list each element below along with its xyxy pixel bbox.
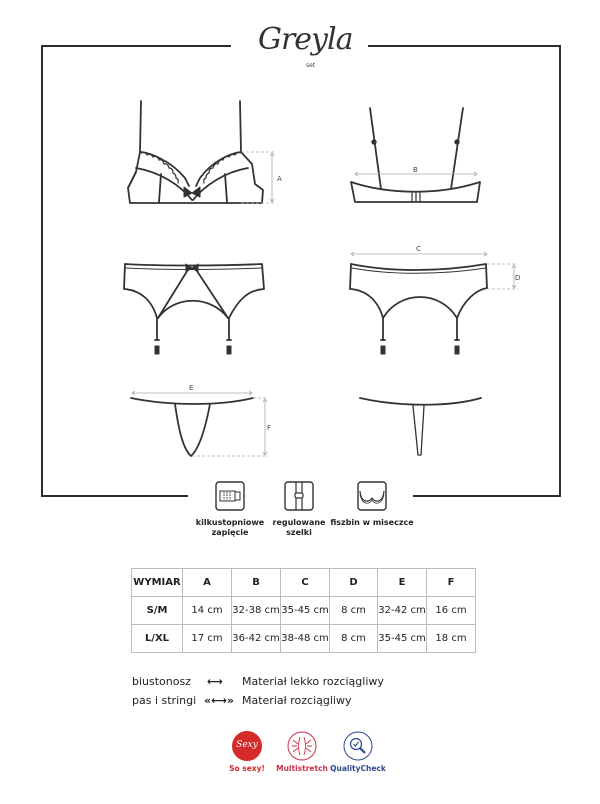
garter-belt-front-drawing: [124, 264, 264, 354]
feature-label: szelki: [286, 528, 312, 537]
table-cell: 32-38 cm: [232, 597, 281, 625]
table-cell: 8 cm: [330, 597, 378, 625]
table-cell: 38-48 cm: [281, 625, 330, 653]
garter-belt-back-drawing: [350, 264, 487, 354]
material-legend-bra: [132, 675, 384, 688]
multistretch-icon: [287, 731, 317, 761]
hook-closure-icon: [215, 481, 245, 511]
material-legend-belt: [132, 694, 352, 707]
quality-check-icon: [343, 731, 373, 761]
size-table: [131, 568, 476, 653]
badge-label: QualityCheck: [330, 764, 386, 773]
legend-text: Materiał rozciągliwy: [242, 694, 352, 707]
label-c: C: [416, 245, 421, 253]
legend-item: pas i stringi: [132, 694, 197, 707]
badge-multistretch: [272, 731, 332, 773]
feature-underwire: [327, 481, 417, 528]
light-stretch-arrow-icon: ⟷: [207, 675, 223, 688]
label-d: D: [515, 274, 521, 282]
table-header-cell: A: [183, 569, 232, 597]
label-f: F: [267, 424, 272, 432]
feature-hook-closure: [190, 481, 270, 538]
thong-front-drawing: [131, 398, 253, 456]
table-header-cell: E: [378, 569, 427, 597]
table-header-cell: B: [232, 569, 281, 597]
table-cell: 17 cm: [183, 625, 232, 653]
stretch-arrow-icon: «⟷»: [204, 694, 234, 707]
so-sexy-icon: Sexy: [232, 731, 262, 761]
label-e: E: [189, 384, 194, 392]
badge-so-sexy: [222, 731, 272, 773]
adjustable-strap-icon: [284, 481, 314, 511]
table-cell: 32-42 cm: [378, 597, 427, 625]
label-a: A: [277, 175, 282, 183]
table-row: [132, 597, 476, 625]
product-title: Greyla: [258, 22, 353, 57]
badge-quality-check: [326, 731, 390, 773]
thong-back-drawing: [360, 398, 481, 455]
table-cell: 35-45 cm: [281, 597, 330, 625]
table-cell: S/M: [132, 597, 183, 625]
product-subtitle: set: [306, 62, 316, 69]
table-cell: 18 cm: [427, 625, 476, 653]
feature-label: kilkustopniowe: [195, 518, 265, 527]
table-header-cell: WYMIAR: [132, 569, 183, 597]
bra-back-drawing: [351, 108, 480, 202]
badge-label: Multistretch: [276, 764, 328, 773]
feature-adjustable-strap: [264, 481, 334, 538]
underwire-icon: [357, 481, 387, 511]
legend-text: Materiał lekko rozciągliwy: [242, 675, 384, 688]
table-header-row: [132, 569, 476, 597]
feature-label: fiszbin w miseczce: [330, 518, 414, 527]
feature-label: regulowane: [272, 518, 326, 527]
label-b: B: [413, 166, 418, 174]
badge-label: So sexy!: [229, 764, 265, 773]
table-header-cell: C: [281, 569, 330, 597]
table-header-cell: F: [427, 569, 476, 597]
table-cell: L/XL: [132, 625, 183, 653]
table-cell: 16 cm: [427, 597, 476, 625]
table-cell: 35-45 cm: [378, 625, 427, 653]
legend-item: biustonosz: [132, 675, 191, 688]
table-cell: 36-42 cm: [232, 625, 281, 653]
table-cell: 14 cm: [183, 597, 232, 625]
bow-icon: [184, 187, 200, 197]
table-cell: 8 cm: [330, 625, 378, 653]
feature-label: zapięcie: [211, 528, 249, 537]
table-row: [132, 625, 476, 653]
table-header-cell: D: [330, 569, 378, 597]
